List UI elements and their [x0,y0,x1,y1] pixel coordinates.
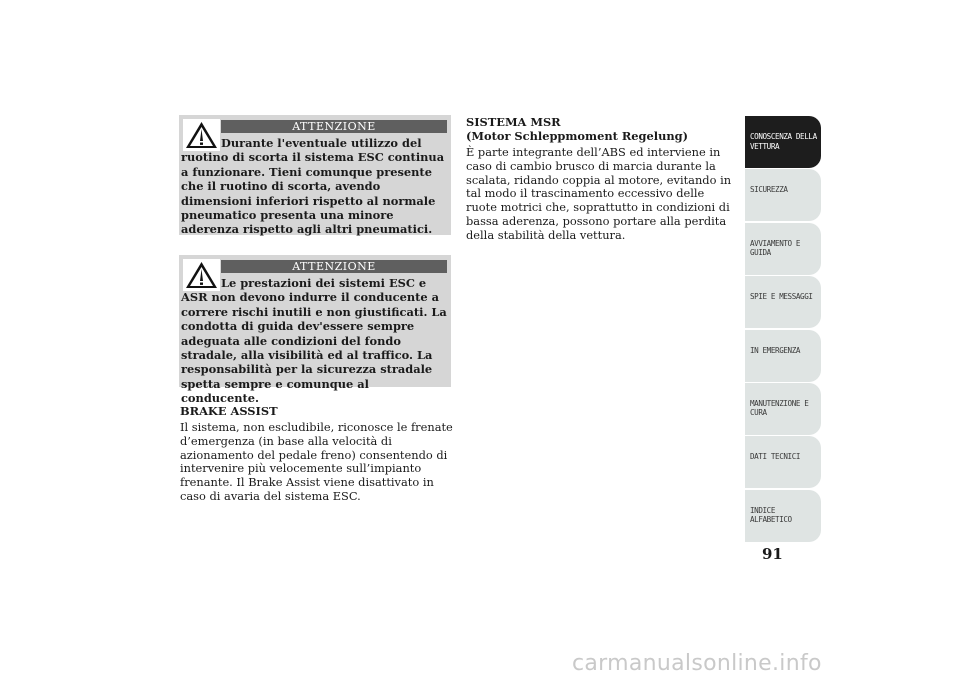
msr-title-line2: (Motor Schleppmoment Regelung) [466,129,688,143]
tab-label: MANUTENZIONE E CURA [750,398,809,418]
watermark: carmanualsonline.info [572,651,822,676]
warning-heading: ATTENZIONE [221,260,447,273]
tab-in-emergenza[interactable] [745,330,821,382]
tab-avviamento-e-guida[interactable] [745,223,821,275]
tab-label: DATI TECNICI [750,452,801,462]
tab-label: SICUREZZA [750,185,788,195]
warning-box [179,255,451,406]
tab-label: AVVIAMENTO E GUIDA [750,238,801,258]
msr-title [466,115,736,143]
tab-spie-e-messaggi[interactable] [745,276,821,328]
warning-box [179,115,451,235]
page-number: 91 [762,545,783,563]
chapter-tabs [745,116,821,543]
tab-label: SPIE E MESSAGGI [750,292,813,302]
msr-text: È parte integrante dell’ABS ed interviene in caso di cambio brusco di marcia durante la scalata, ridando coppia al motore, evitando in tal modo il trascinamento eccessivo delle ruote motrici che, soprattutto in condizioni di bassa aderenza, possono portare alla perdita della stabilità della vettura. [466,145,732,242]
brake-assist-title: BRAKE ASSIST [180,404,278,418]
tab-label: INDICE ALFABETICO [750,505,792,525]
tab-label: IN EMERGENZA [750,345,801,355]
warning-text: Durante l'eventuale utilizzo del ruotino di scorta il sistema ESC continua a funzionare. Tieni comunque presente che il ruotino di scorta, avendo dimensioni inferiori rispetto al normale pneumatico presenta una minore aderenza rispetto agli altri pneumatici. [181,136,445,237]
warning-heading: ATTENZIONE [221,120,447,133]
tab-dati-tecnici[interactable] [745,436,821,488]
msr-title-line1: SISTEMA MSR [466,115,561,129]
tab-indice-alfabetico[interactable] [745,490,821,542]
tab-manutenzione-e-cura[interactable] [745,383,821,435]
tab-conoscenza-della-vettura[interactable] [745,116,821,168]
warning-text: Le prestazioni dei sistemi ESC e ASR non devono indurre il conducente a correre rischi inutili e non giustificati. La condotta di guida dev'essere sempre adeguata alle condizioni del fondo stradale, alla visibilità ed al traffico. La responsabilità per la sicurezza stradale spetta sempre e comunque al conducente. [181,276,447,406]
brake-assist-text: Il sistema, non escludibile, riconosce le frenate d’emergenza (in base alla velocità di azionamento del pedale freno) consentendo di intervenire più velocemente sull’impianto frenante. Il Brake Assist viene disattivato in caso di avaria del sistema ESC. [180,420,453,503]
tab-label: CONOSCENZA DELLA VETTURA [750,132,817,151]
tab-sicurezza[interactable] [745,169,821,221]
